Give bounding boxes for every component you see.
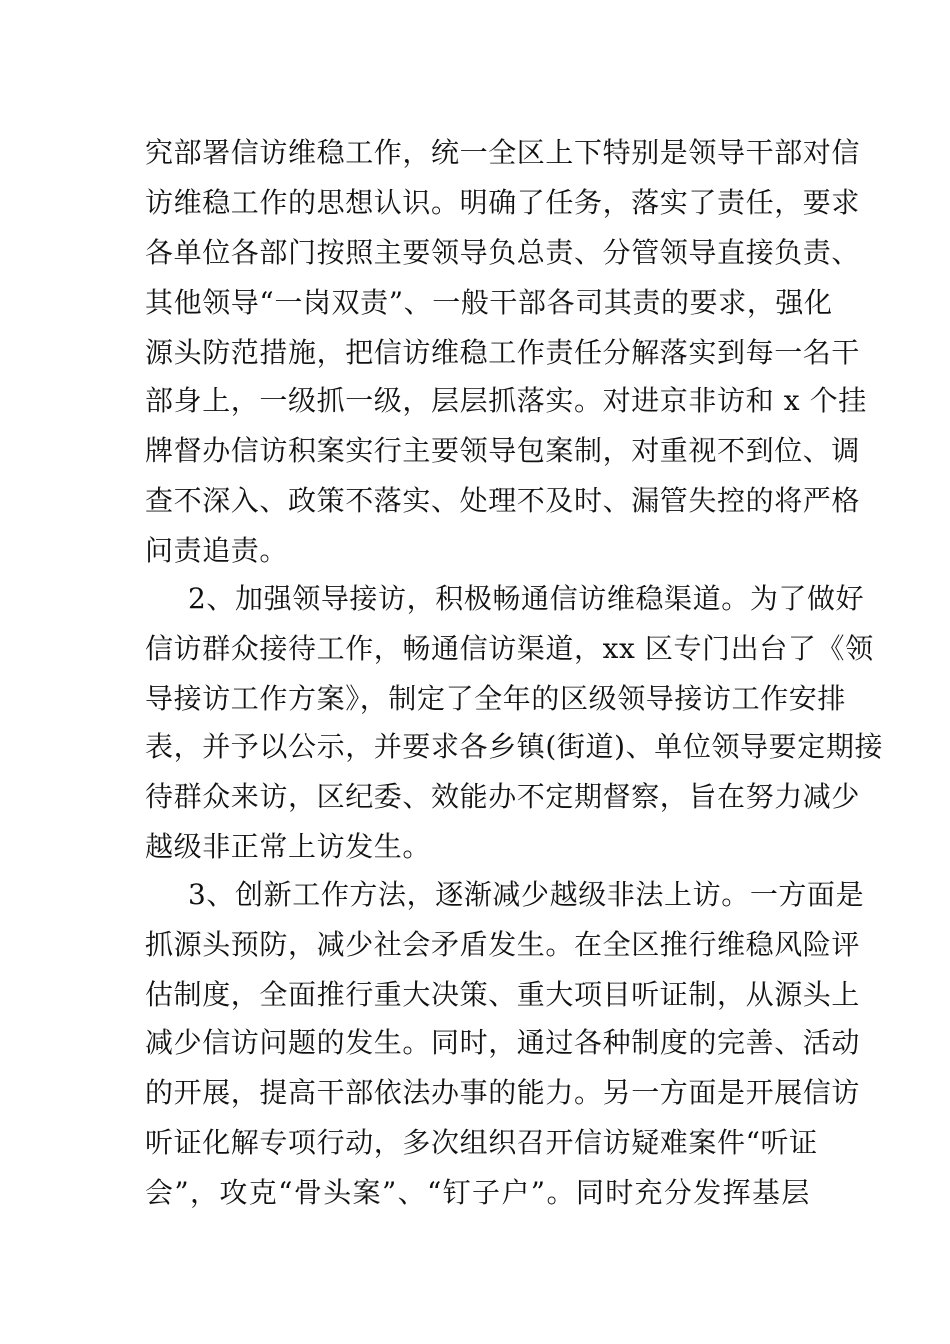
paragraph-2-line-2: 信访群众接待工作，畅通信访渠道，xx 区专门出台了《领 — [145, 632, 874, 665]
paragraph-1-line-5: 源头防范措施，把信访维稳工作责任分解落实到每一名干 — [145, 336, 861, 369]
paragraph-2-line-1: 2、加强领导接访，积极畅通信访维稳渠道。为了做好 — [188, 582, 865, 615]
paragraph-3-line-3: 估制度，全面推行重大决策、重大项目听证制，从源头上 — [145, 978, 861, 1011]
paragraph-1-line-7: 牌督办信访积案实行主要领导包案制，对重视不到位、调 — [145, 434, 861, 467]
paragraph-1-line-1: 究部署信访维稳工作，统一全区上下特别是领导干部对信 — [145, 136, 861, 169]
paragraph-1-line-8: 查不深入、政策不落实、处理不及时、漏管失控的将严格 — [145, 484, 861, 517]
paragraph-3-line-5: 的开展，提高干部依法办事的能力。另一方面是开展信访 — [145, 1076, 861, 1109]
paragraph-3-line-7: 会”，攻克“骨头案”、“钉子户”。同时充分发挥基层 — [145, 1176, 810, 1209]
paragraph-1-line-2: 访维稳工作的思想认识。明确了任务，落实了责任，要求 — [145, 186, 861, 219]
paragraph-2-line-4: 表，并予以公示，并要求各乡镇(街道)、单位领导要定期接 — [145, 730, 884, 763]
paragraph-1-line-4: 其他领导“一岗双责”、一般干部各司其责的要求，强化 — [145, 286, 833, 319]
paragraph-2-line-6: 越级非正常上访发生。 — [145, 830, 432, 863]
paragraph-1-line-3: 各单位各部门按照主要领导负总责、分管领导直接负责、 — [145, 236, 861, 269]
paragraph-2-line-3: 导接访工作方案》，制定了全年的区级领导接访工作安排 — [145, 682, 847, 715]
paragraph-3-line-1: 3、创新工作方法，逐渐减少越级非法上访。一方面是 — [188, 878, 865, 911]
paragraph-3-line-6: 听证化解专项行动，多次组织召开信访疑难案件“听证 — [145, 1126, 818, 1159]
paragraph-2-line-5: 待群众来访，区纪委、效能办不定期督察，旨在努力减少 — [145, 780, 861, 813]
paragraph-3-line-2: 抓源头预防，减少社会矛盾发生。在全区推行维稳风险评 — [145, 928, 861, 961]
paragraph-1-line-9: 问责追责。 — [145, 534, 289, 567]
paragraph-1-line-6: 部身上，一级抓一级，层层抓落实。对进京非访和 x 个挂 — [145, 384, 867, 417]
paragraph-3-line-4: 减少信访问题的发生。同时，通过各种制度的完善、活动 — [145, 1026, 861, 1059]
